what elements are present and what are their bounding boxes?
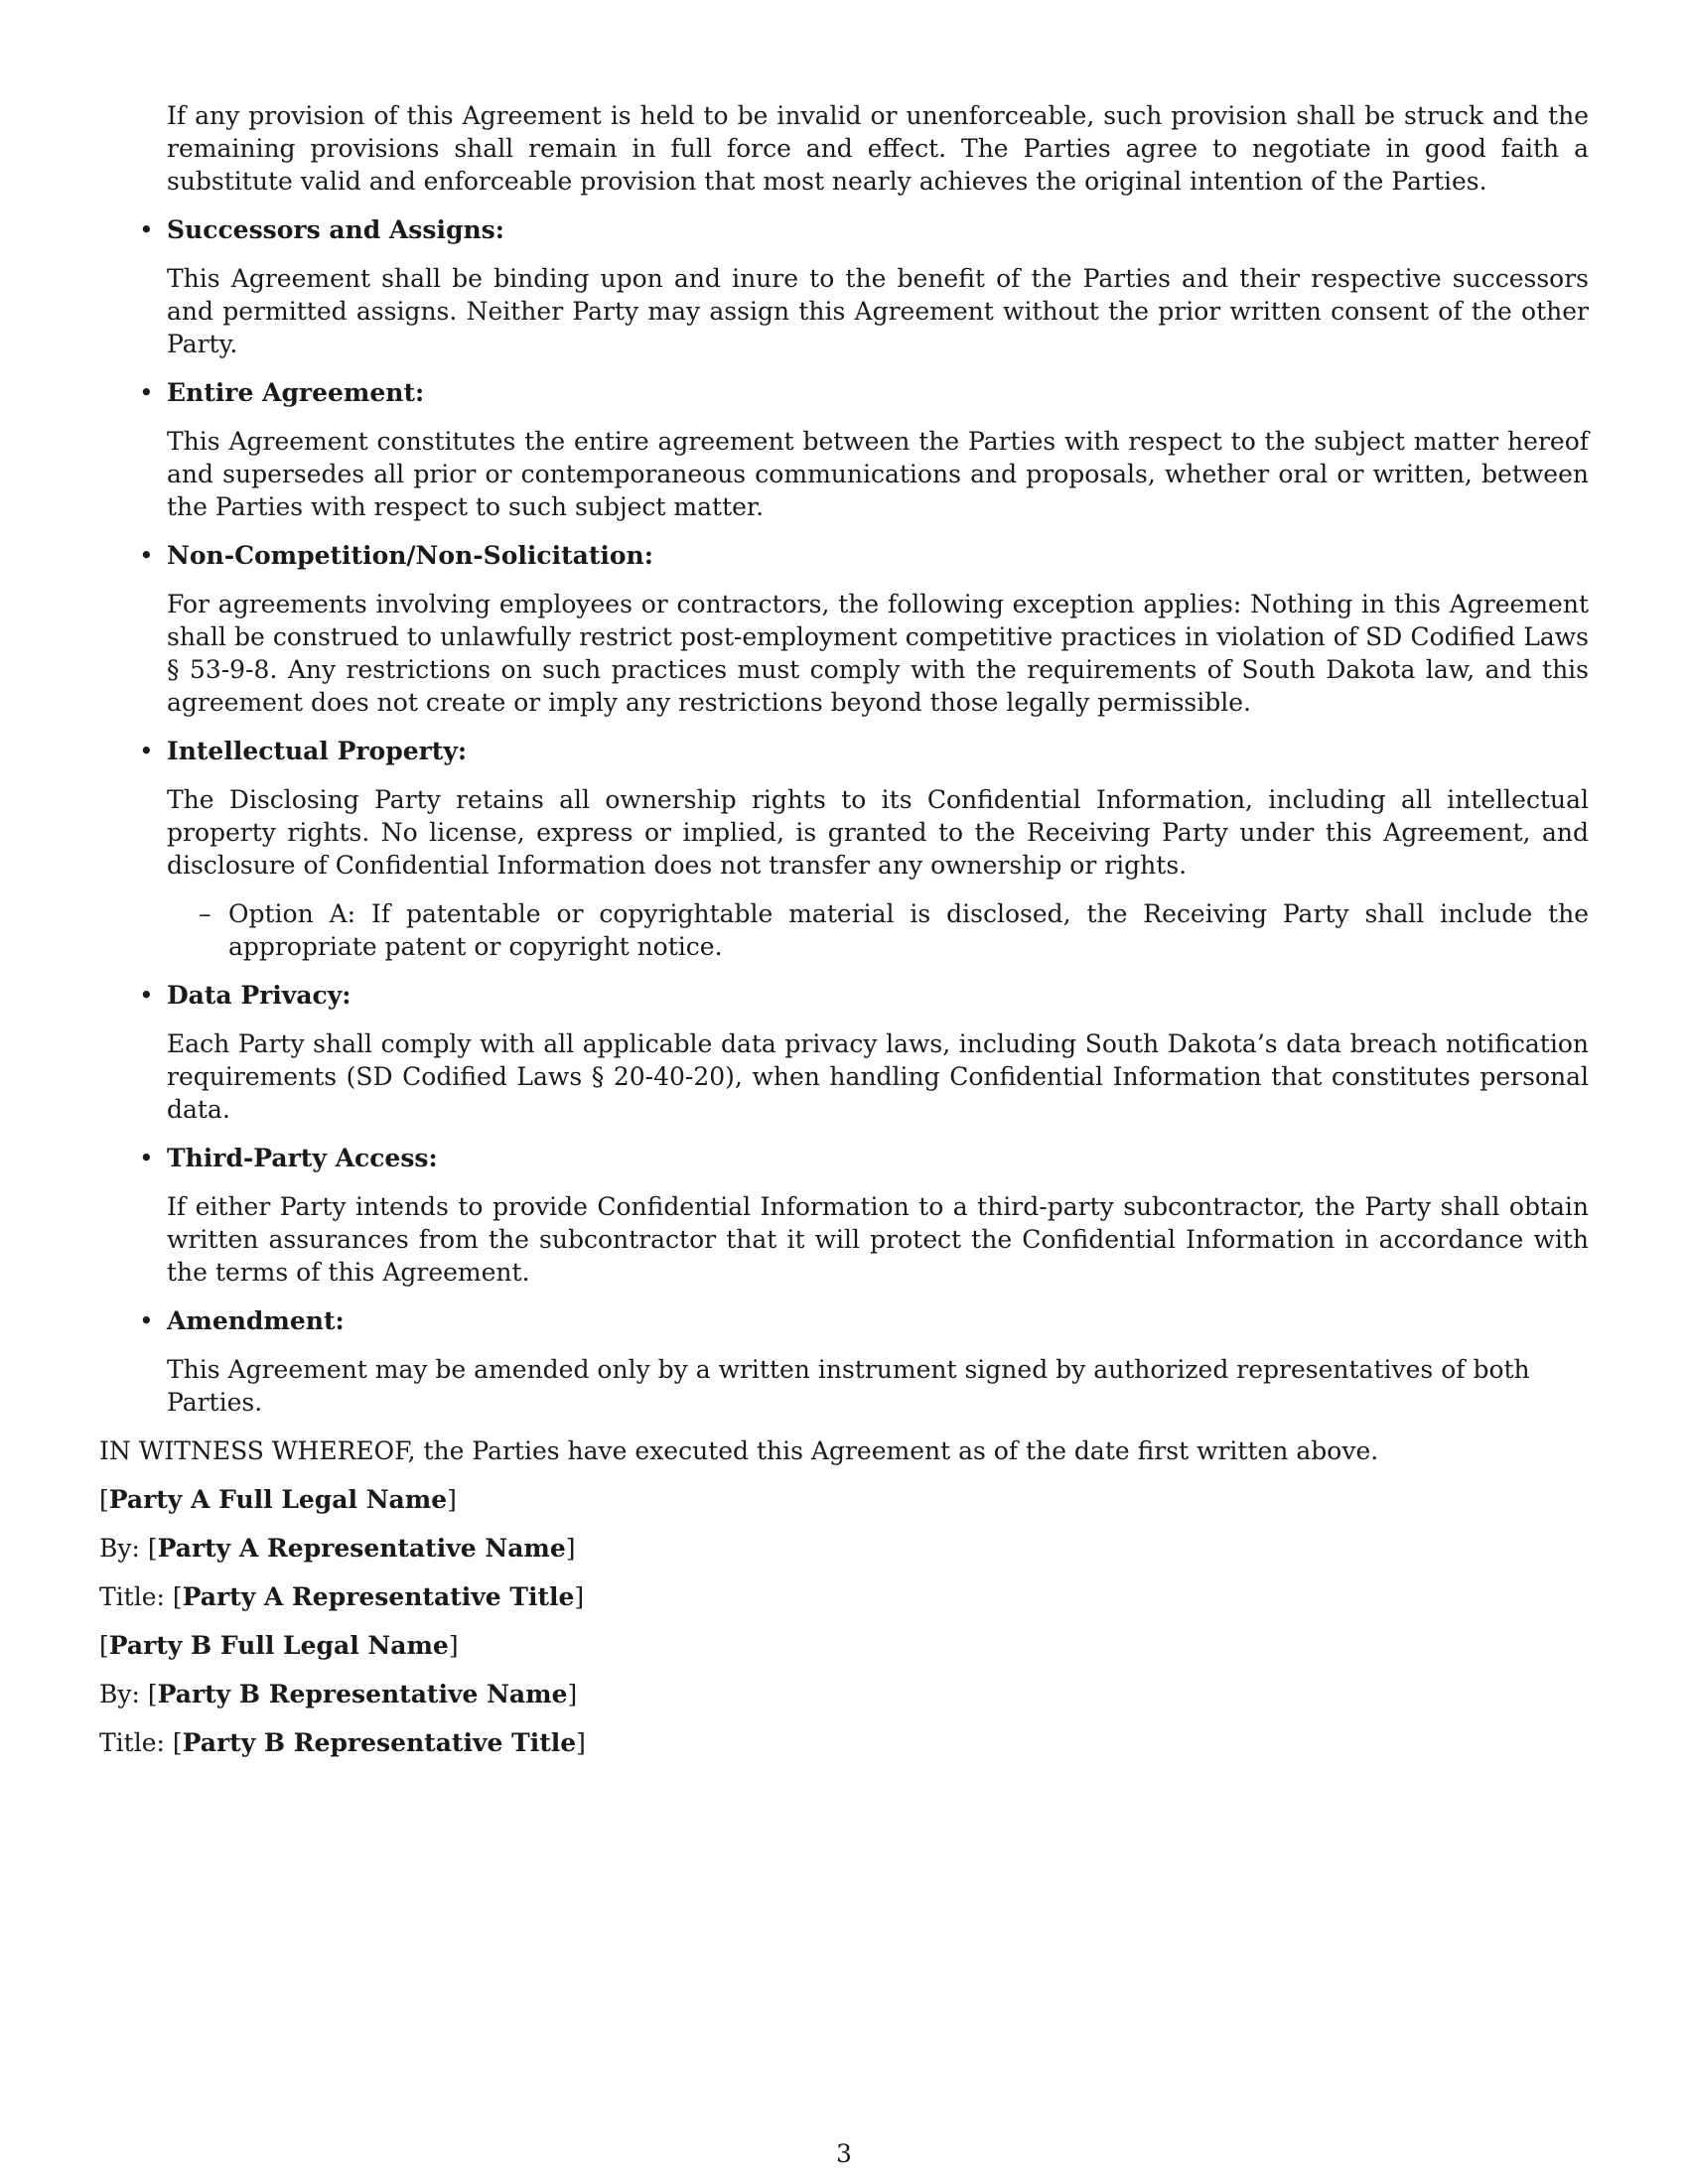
- severability-continuation: If any provision of this Agreement is held to be invalid or unenforceable, such provision shall be struck and the remaining provisions shall remain in full force and effect. The Parties agree to negotiate in good faith a substitute valid and enforceable provision that most nearly achieves the original intention of the Parties.: [167, 101, 1589, 196]
- party-a-name-line: [99, 1483, 1589, 1516]
- by-label: By:: [99, 1680, 148, 1708]
- section-heading-successors: [139, 213, 1589, 246]
- section-heading-label: Amendment:: [167, 1306, 345, 1335]
- section-heading-label: Successors and Assigns:: [167, 215, 504, 244]
- section-body-amendment: This Agreement may be amended only by a written instrument signed by authorized representatives of both Parties.: [167, 1355, 1530, 1417]
- party-b-name: Party B Full Legal Name: [108, 1631, 449, 1660]
- section-body-third-party-access: If either Party intends to provide Confidential Information to a third-party subcontractor, the Party shall obtain written assurances from the subcontractor that it will protect the Confidential Information in accordance with the terms of this Agreement.: [167, 1192, 1589, 1287]
- section-heading-amendment: [139, 1304, 1589, 1337]
- by-label: By:: [99, 1534, 148, 1563]
- party-a-title-line: [99, 1580, 1589, 1613]
- section-heading-data-privacy: [139, 979, 1589, 1012]
- section-heading-non-competition: [139, 539, 1589, 572]
- bracket-open: [: [99, 1485, 109, 1514]
- section-body-successors: This Agreement shall be binding upon and inure to the benefit of the Parties and their respective successors and permitted assigns. Neither Party may assign this Agreement without the prior written consent of the other Party.: [167, 264, 1589, 358]
- section-heading-label: Intellectual Property:: [167, 737, 468, 765]
- bracket-open: [: [147, 1680, 158, 1708]
- dash-icon: –: [199, 899, 211, 928]
- section-body-non-competition: For agreements involving employees or contractors, the following exception applies: Nothing in this Agreement shall be construed to unlawfully restrict post-employment competitive practices in violation of SD Codified Laws § 53-9-8. Any restrictions on such practices must comply with the requirements of South Dakota law, and this agreement does not create or imply any restrictions beyond those legally permissible.: [167, 590, 1589, 717]
- bracket-close: ]: [567, 1680, 578, 1708]
- bracket-close: ]: [447, 1485, 457, 1514]
- sub-item-option-a: [199, 897, 1589, 963]
- bracket-close: ]: [565, 1534, 576, 1563]
- party-a-rep-title: Party A Representative Title: [182, 1582, 575, 1611]
- party-b-by-line: [99, 1678, 1589, 1710]
- section-body-intellectual-property: The Disclosing Party retains all ownership rights to its Confidential Information, including all intellectual property rights. No license, express or implied, is granted to the Receiving Party under this Agreement, and disclosure of Confidential Information does not transfer any ownership or rights.: [167, 785, 1589, 880]
- witness-statement: IN WITNESS WHEREOF, the Parties have executed this Agreement as of the date first written above.: [99, 1436, 1379, 1465]
- party-b-rep-title: Party B Representative Title: [182, 1728, 577, 1757]
- document-body: [99, 99, 1589, 1775]
- party-b-rep-name: Party B Representative Name: [157, 1680, 568, 1708]
- title-label: Title:: [99, 1728, 173, 1757]
- title-label: Title:: [99, 1582, 173, 1611]
- party-a-rep-name: Party A Representative Name: [157, 1534, 566, 1563]
- section-heading-label: Third-Party Access:: [167, 1144, 438, 1172]
- bullet-icon: •: [139, 378, 154, 407]
- bracket-open: [: [99, 1631, 109, 1660]
- bullet-icon: •: [139, 737, 154, 765]
- bracket-close: ]: [574, 1582, 585, 1611]
- section-body-entire-agreement: This Agreement constitutes the entire agreement between the Parties with respect to the subject matter hereof and supersedes all prior or contemporaneous communications and proposals, whether oral or written, between the Parties with respect to such subject matter.: [167, 427, 1589, 521]
- bracket-open: [: [172, 1728, 183, 1757]
- bracket-close: ]: [576, 1728, 586, 1757]
- section-heading-label: Data Privacy:: [167, 981, 352, 1010]
- bullet-icon: •: [139, 541, 154, 570]
- bracket-close: ]: [448, 1631, 459, 1660]
- section-heading-third-party-access: [139, 1142, 1589, 1174]
- bullet-icon: •: [139, 1306, 154, 1335]
- party-a-name: Party A Full Legal Name: [108, 1485, 448, 1514]
- section-heading-label: Entire Agreement:: [167, 378, 425, 407]
- bracket-open: [: [147, 1534, 158, 1563]
- section-heading-entire-agreement: [139, 376, 1589, 409]
- bullet-icon: •: [139, 981, 154, 1010]
- party-a-by-line: [99, 1532, 1589, 1565]
- section-heading-intellectual-property: [139, 735, 1589, 767]
- party-b-name-line: [99, 1629, 1589, 1662]
- page-number: 3: [836, 2139, 852, 2168]
- bullet-icon: •: [139, 215, 154, 244]
- section-body-data-privacy: Each Party shall comply with all applicable data privacy laws, including South Dakota’s data breach notification requirements (SD Codified Laws § 20-40-20), when handling Confidential Information that constitutes personal data.: [167, 1029, 1589, 1124]
- sub-item-text: Option A: If patentable or copyrightable material is disclosed, the Receiving Party shall include the appropriate patent or copyright notice.: [228, 899, 1589, 961]
- section-heading-label: Non-Competition/Non-Solicitation:: [167, 541, 653, 570]
- party-b-title-line: [99, 1726, 1589, 1759]
- bullet-icon: •: [139, 1144, 154, 1172]
- bracket-open: [: [172, 1582, 183, 1611]
